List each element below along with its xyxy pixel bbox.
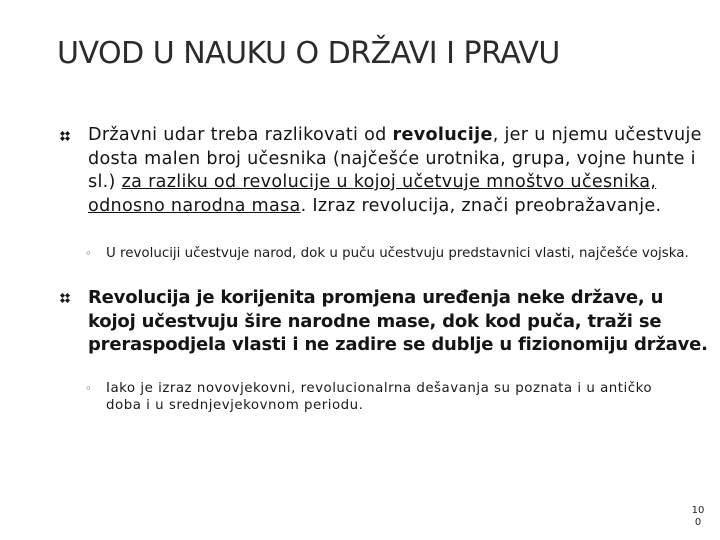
four-diamond-bullet-icon: [60, 131, 70, 141]
sub-bullet-1-text: U revoluciji učestvuje narod, dok u puču učestvuju predstavnici vlasti, najčešće vojska.: [106, 246, 689, 261]
hollow-circle-bullet-icon: ◦: [85, 382, 92, 395]
four-diamond-bullet-icon: [60, 293, 70, 303]
bullet-1-text-part-2: , jer u njemu učestvuje dosta malen broj učesnika (najčešće urotnika, grupa, vojne hunte i sl.): [88, 125, 702, 192]
bullet-1-text: [88, 124, 710, 218]
page-number-line-1: 10: [691, 505, 705, 516]
page-number: [688, 505, 708, 529]
bullet-1-keyword-revolucije: revolucije: [392, 125, 493, 145]
bullet-1-underlined-text: za razliku od revolucije u kojoj učetvuje mnoštvo učesnika, odnosno narodna masa: [88, 172, 657, 216]
bullet-1-text-part-3: . Izraz revolucija, znači preobražavanje.: [300, 195, 662, 216]
hollow-circle-bullet-icon: ◦: [85, 247, 92, 260]
bullet-2-text: Revolucija je korijenita promjena uređenja neke države, u kojoj učestvuju šire narodne mase, dok kod puča, traži se preraspodjela vlasti i ne zadire se dublje u fizionomiju države.: [88, 287, 708, 355]
bullet-1-text-part-1: Državni udar treba razlikovati od: [88, 125, 393, 145]
sub-bullet-2-text: Iako je izraz novovjekovni, revolucionalrna dešavanja su poznata i u antičko doba i u srednjevjekovnom periodu.: [106, 381, 653, 413]
page-number-line-2: 0: [694, 517, 702, 528]
slide-title: UVOD U NAUKU O DRŽAVI I PRAVU: [57, 36, 560, 71]
